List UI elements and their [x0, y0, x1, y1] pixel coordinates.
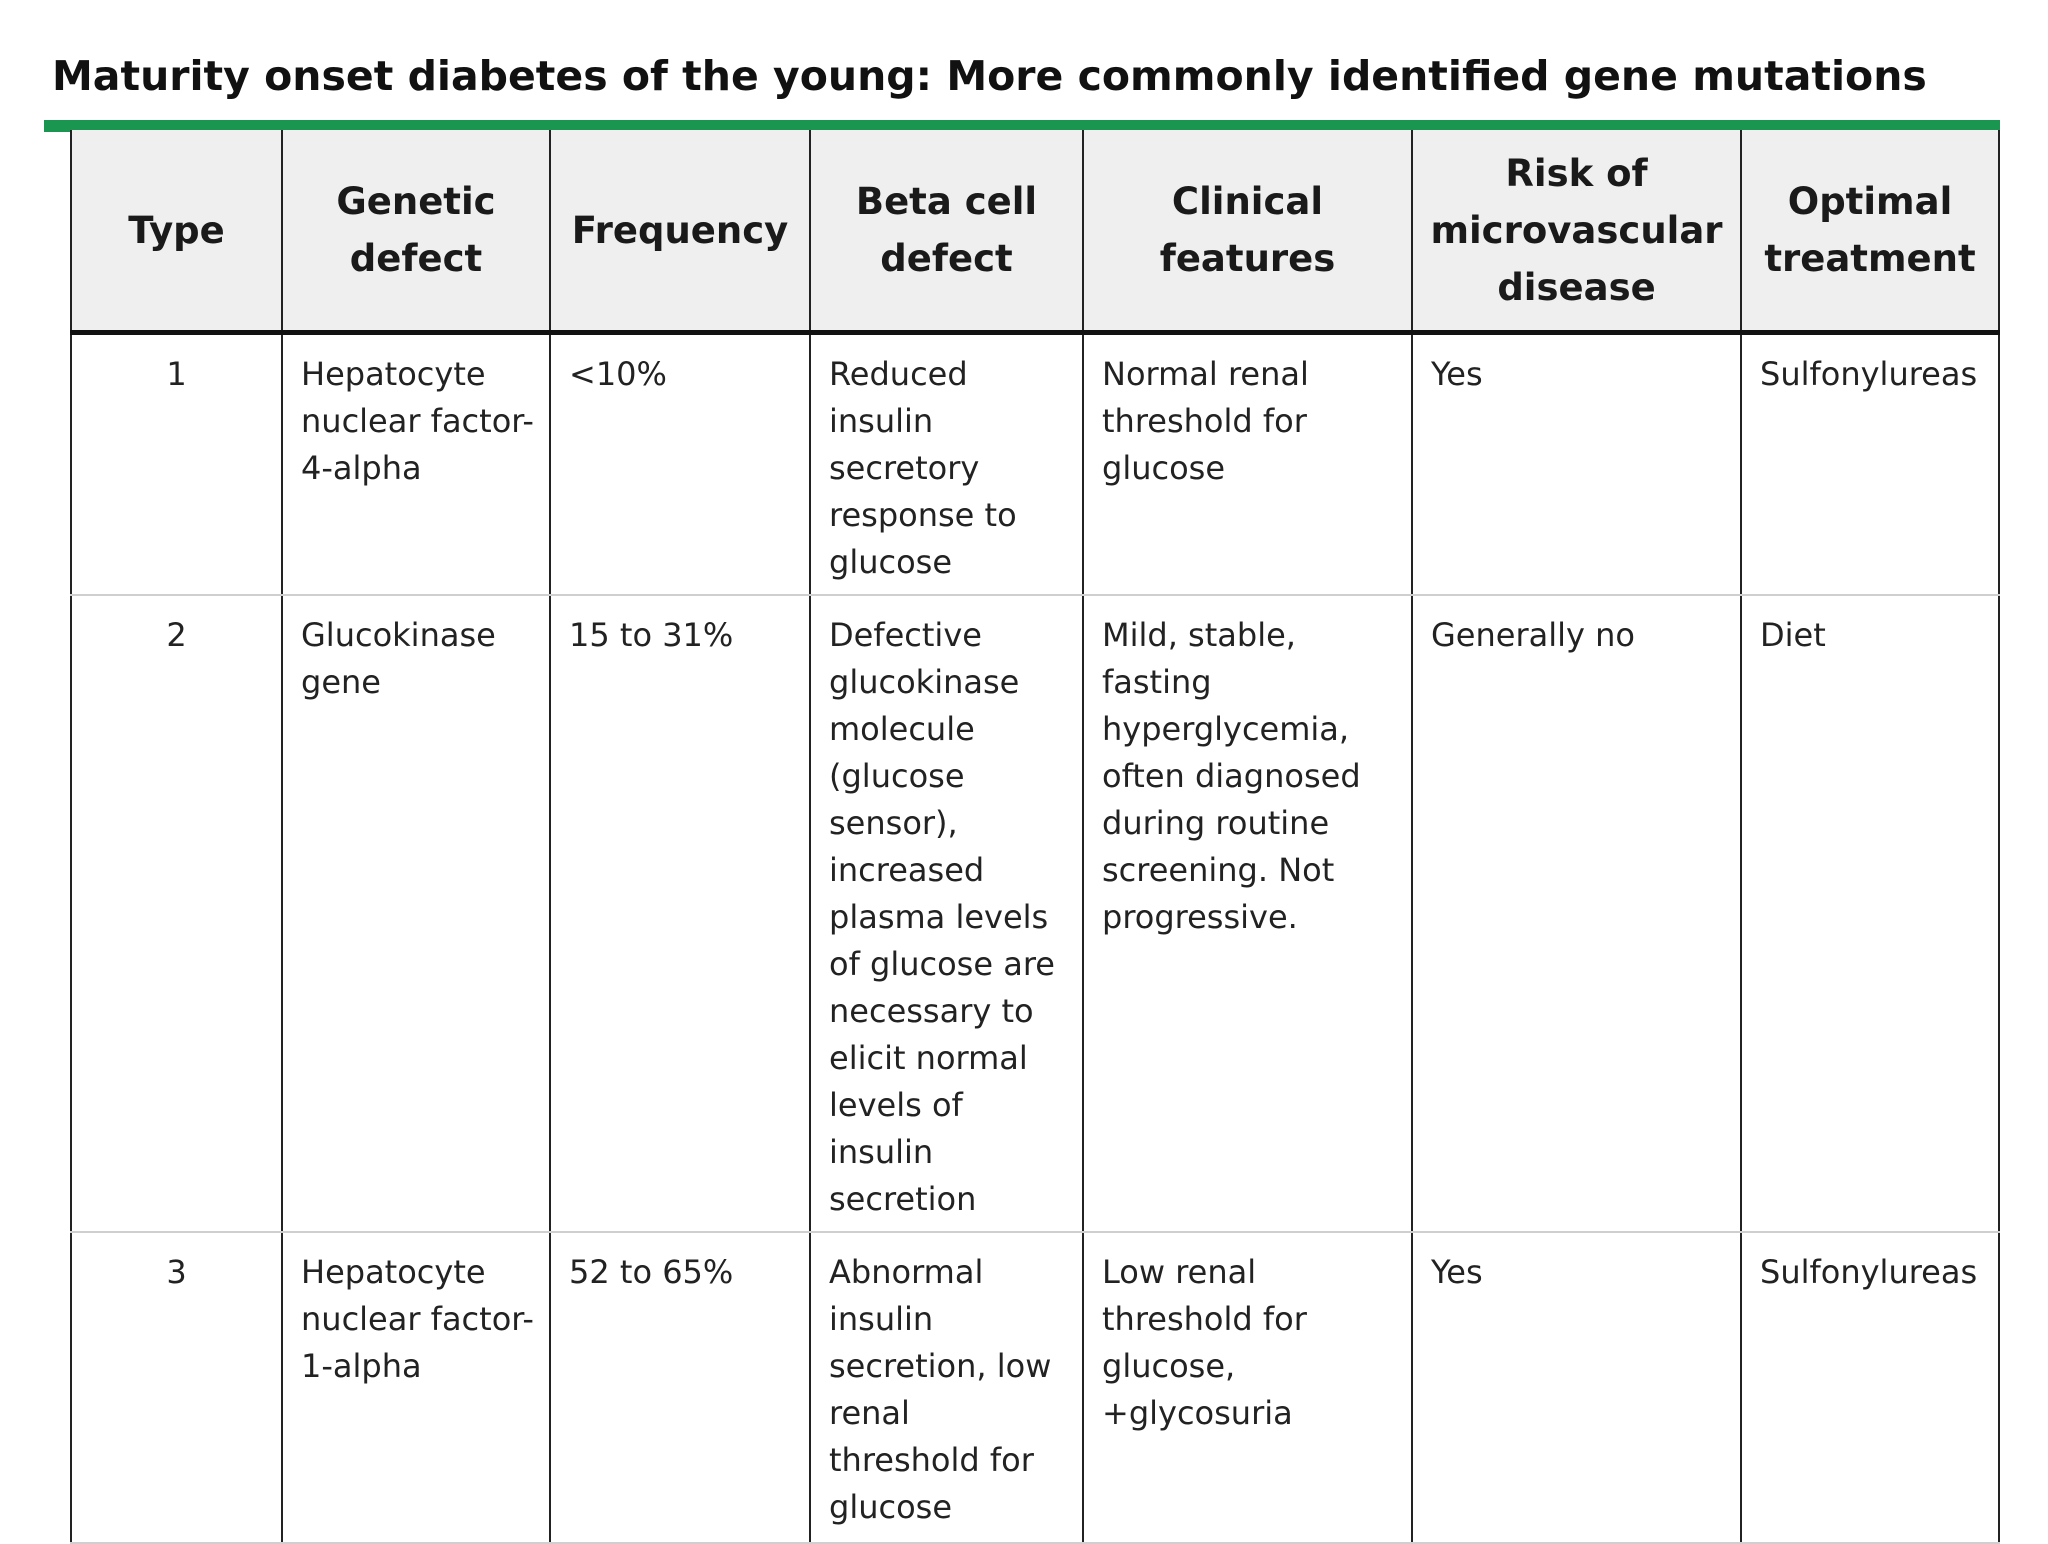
cell-frequency: 15 to 31%: [550, 595, 810, 1232]
cell-clinical-features: Low renal threshold for glucose, +glycosuria: [1083, 1232, 1412, 1543]
table-row: [71, 1232, 1999, 1543]
cell-frequency: 52 to 65%: [550, 1232, 810, 1543]
header-treatment: Optimal treatment: [1741, 130, 1999, 333]
cell-beta-cell-defect: Abnormal insulin secretion, low renal threshold for glucose: [810, 1232, 1083, 1543]
header-type: Type: [71, 130, 282, 333]
cell-treatment: Diet: [1741, 595, 1999, 1232]
header-clinical-features: Clinical features: [1083, 130, 1412, 333]
header-beta-cell-defect: Beta cell defect: [810, 130, 1083, 333]
cell-beta-cell-defect: Reduced insulin secretory response to glucose: [810, 333, 1083, 596]
cell-beta-cell-defect: Defective glucokinase molecule (glucose sensor), increased plasma levels of glucose are necessary to elicit normal levels of insulin secretion: [810, 595, 1083, 1232]
mody-table: [70, 130, 2000, 1544]
cell-genetic-defect: Hepatocyte nuclear factor-4-alpha: [282, 333, 550, 596]
cell-clinical-features: Normal renal threshold for glucose: [1083, 333, 1412, 596]
cell-clinical-features: Mild, stable, fasting hyperglycemia, often diagnosed during routine screening. Not progressive.: [1083, 595, 1412, 1232]
table-row: [71, 333, 1999, 596]
cell-frequency: <10%: [550, 333, 810, 596]
cell-risk: Yes: [1412, 1232, 1741, 1543]
table-header-row: [71, 130, 1999, 333]
cell-genetic-defect: Hepatocyte nuclear factor-1-alpha: [282, 1232, 550, 1543]
header-risk: Risk of microvascular disease: [1412, 130, 1741, 333]
cell-type: 3: [71, 1232, 282, 1543]
cell-type: 1: [71, 333, 282, 596]
header-genetic-defect: Genetic defect: [282, 130, 550, 333]
cell-type: 2: [71, 595, 282, 1232]
cell-risk: Yes: [1412, 333, 1741, 596]
cell-genetic-defect: Glucokinase gene: [282, 595, 550, 1232]
table-row: [71, 595, 1999, 1232]
cell-treatment: Sulfonylureas: [1741, 333, 1999, 596]
page-title: Maturity onset diabetes of the young: More commonly identified gene mutations: [52, 52, 1927, 100]
cell-treatment: Sulfonylureas: [1741, 1232, 1999, 1543]
cell-risk: Generally no: [1412, 595, 1741, 1232]
header-frequency: Frequency: [550, 130, 810, 333]
